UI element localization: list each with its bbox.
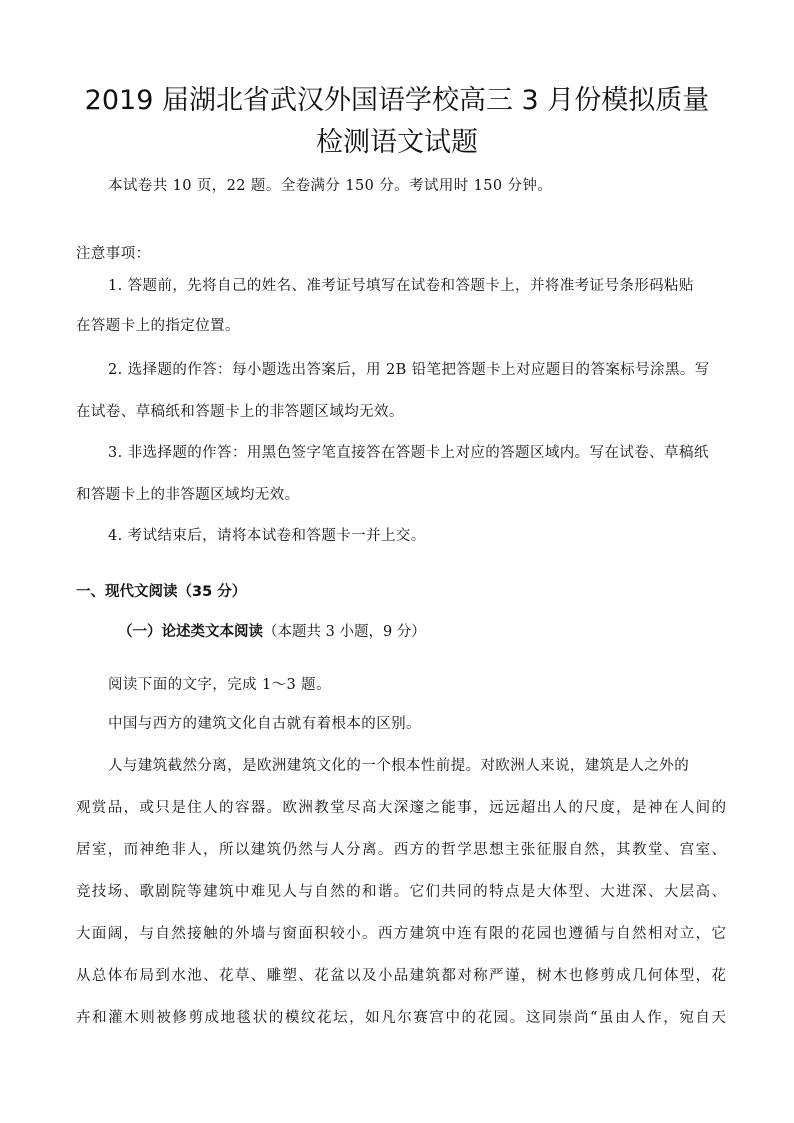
passage-line-1: 人与建筑截然分离，是欧洲建筑文化的一个根本性前提。对欧洲人来说，建筑是人之外的 [108,758,690,774]
subsection-heading [118,622,426,642]
document-title-line-1: 2019 届湖北省武汉外国语学校高三 3 月份模拟质量 [84,85,710,116]
document-title-line-2: 检测语文试题 [316,127,478,158]
passage-line-4: 竞技场、歌剧院等建筑中难见人与自然的和谐。它们共同的特点是大体型、大进深、大层高、 [76,884,726,900]
notice-item-1-line-2: 在答题卡上的指定位置。 [76,318,240,334]
section-heading: 一、现代文阅读（35 分） [76,584,247,600]
notice-item-1-line-1: 1. 答题前，先将自己的姓名、准考证号填写在试卷和答题卡上，并将准考证号条形码粘贴 [108,278,694,294]
subsection-title: （一）论述类文本阅读 [118,624,263,640]
passage-lead: 中国与西方的建筑文化自古就有着根本的区别。 [108,716,421,732]
notice-item-3-line-2: 和答题卡上的非答题区域均无效。 [76,487,300,503]
reading-instruction: 阅读下面的文字，完成 1～3 题。 [108,677,331,693]
notice-item-3-line-1: 3. 非选择题的作答：用黑色签字笔直接答在答题卡上对应的答题区域内。写在试卷、草稿纸 [108,445,709,461]
notice-item-2-line-2: 在试卷、草稿纸和答题卡上的非答题区域均无效。 [76,404,404,420]
notice-item-2-line-1: 2. 选择题的作答：每小题选出答案后，用 2B 铅笔把答题卡上对应题目的答案标号涂黑。写 [108,362,710,378]
passage-line-3: 居室，而神绝非人，所以建筑仍然与人分离。西方的哲学思想主张征服自然，其教堂、宫室、 [76,842,726,858]
subsection-note: （本题共 3 小题，9 分） [263,624,426,640]
passage-line-5: 大面阔，与自然接触的外墙与窗面积较小。西方建筑中连有限的花园也遵循与自然相对立，它 [76,926,726,942]
passage-line-2: 观赏品，或只是住人的容器。欧洲教堂尽高大深邃之能事，远远超出人的尺度，是神在人间的 [76,800,726,816]
passage-line-6: 从总体布局到水池、花草、雕塑、花盆以及小品建筑都对称严谨，树木也修剪成几何体型，花 [76,968,726,984]
passage-line-7: 卉和灌木则被修剪成地毯状的模纹花坛，如凡尔赛宫中的花园。这同崇尚“虽由人作，宛自天 [76,1010,726,1026]
exam-intro: 本试卷共 10 页，22 题。全卷满分 150 分。考试用时 150 分钟。 [108,178,553,194]
notice-heading: 注意事项： [76,246,151,262]
notice-item-4: 4. 考试结束后，请将本试卷和答题卡一并上交。 [108,528,426,544]
